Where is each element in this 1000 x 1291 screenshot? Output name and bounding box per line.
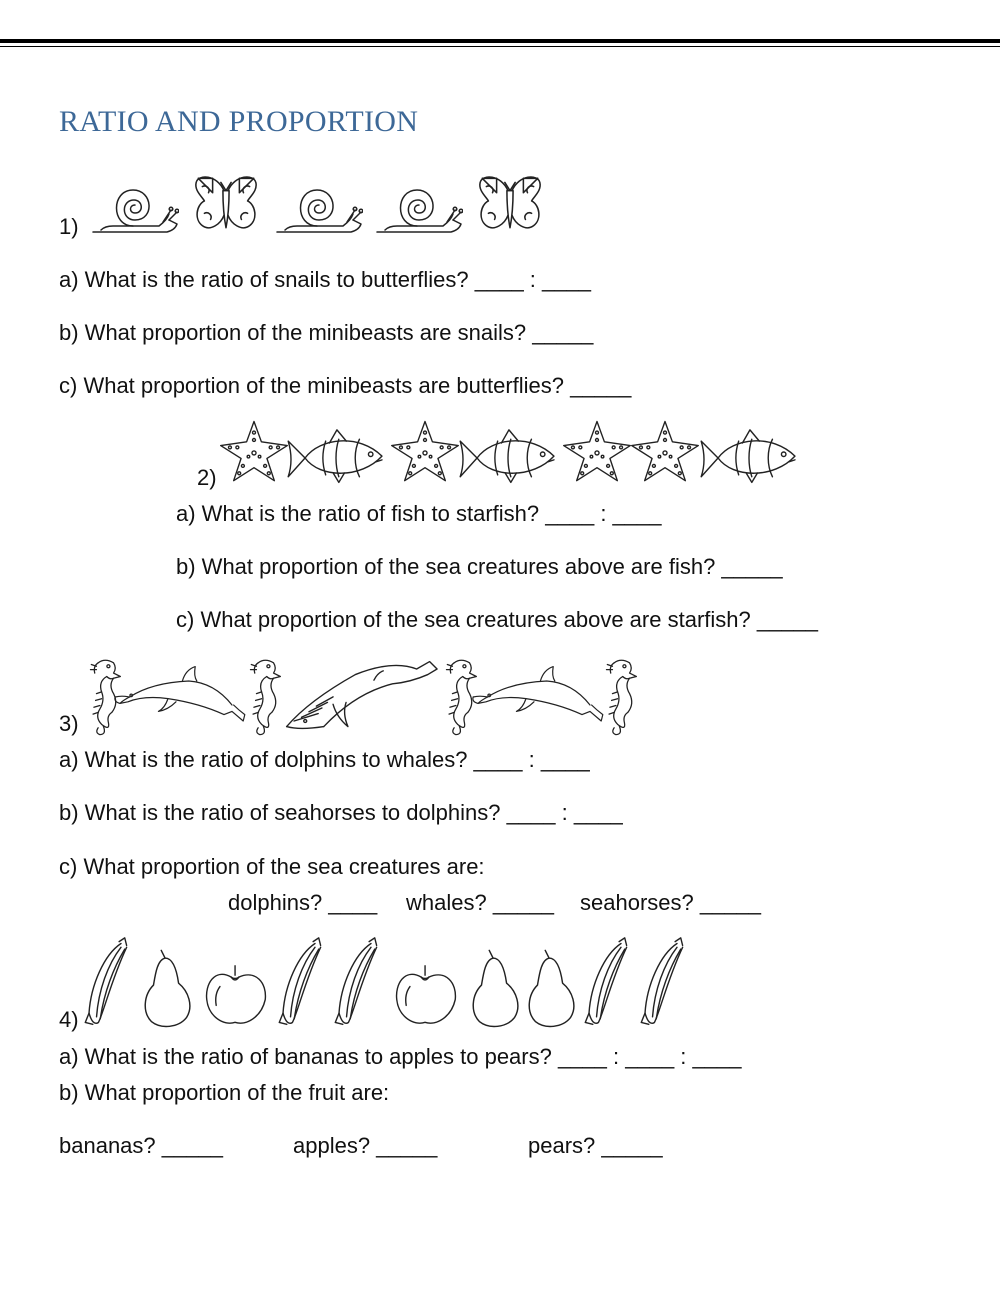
q4-question-a: a) What is the ratio of bananas to apples to pears? ____ : ____ : ____: [59, 1044, 742, 1069]
pear-icon: [524, 946, 578, 1028]
starfish-icon: [217, 418, 291, 486]
header-rule-thick: [0, 39, 1000, 43]
q4-number: 4): [59, 1007, 79, 1032]
q2-number: 2): [197, 465, 217, 490]
q4-question-b: b) What proportion of the fruit are:: [59, 1080, 390, 1105]
apple-icon: [202, 962, 270, 1028]
fish-icon: [284, 428, 388, 488]
q3-question-b: b) What is the ratio of seahorses to dolphins? ____ : ____: [59, 800, 623, 825]
seahorse-icon: [600, 656, 642, 738]
fish-icon: [456, 428, 560, 488]
q2-question-a: a) What is the ratio of fish to starfish? ____ : ____: [176, 501, 662, 526]
q3-answer-whales: whales? _____: [406, 890, 555, 915]
banana-icon: [578, 936, 632, 1030]
starfish-icon: [628, 418, 702, 486]
snail-icon: [272, 180, 364, 236]
banana-icon: [78, 936, 132, 1030]
dolphin-icon: [112, 662, 248, 732]
snail-icon: [372, 180, 464, 236]
snail-icon: [88, 180, 180, 236]
q3-number: 3): [59, 711, 79, 736]
q3-answer-seahorses: seahorses? _____: [580, 890, 762, 915]
header-rule-thin: [0, 46, 1000, 47]
apple-icon: [392, 962, 460, 1028]
starfish-icon: [388, 418, 462, 486]
worksheet-title: RATIO AND PROPORTION: [59, 105, 419, 138]
q4-answer-apples: apples? _____: [293, 1133, 438, 1158]
q3-question-c: c) What proportion of the sea creatures are:: [59, 854, 485, 879]
butterfly-icon: [190, 172, 262, 234]
q3-answer-dolphins: dolphins? ____: [228, 890, 378, 915]
whale-icon: [278, 656, 442, 734]
banana-icon: [328, 936, 382, 1030]
pear-icon: [140, 946, 194, 1028]
pear-icon: [468, 946, 522, 1028]
fish-icon: [696, 428, 802, 488]
q1-question-b: b) What proportion of the minibeasts are snails? _____: [59, 320, 594, 345]
q4-answer-bananas: bananas? _____: [59, 1133, 223, 1158]
q3-question-a: a) What is the ratio of dolphins to whales? ____ : ____: [59, 747, 590, 772]
starfish-icon: [560, 418, 634, 486]
q4-answer-pears: pears? _____: [528, 1133, 663, 1158]
q2-question-b: b) What proportion of the sea creatures above are fish? _____: [176, 554, 783, 579]
banana-icon: [272, 936, 326, 1030]
q1-question-c: c) What proportion of the minibeasts are butterflies? _____: [59, 373, 632, 398]
q1-number: 1): [59, 214, 79, 239]
dolphin-icon: [470, 662, 606, 732]
butterfly-icon: [474, 172, 546, 234]
q1-question-a: a) What is the ratio of snails to butterflies? ____ : ____: [59, 267, 591, 292]
q2-question-c: c) What proportion of the sea creatures above are starfish? _____: [176, 607, 819, 632]
banana-icon: [634, 936, 688, 1030]
